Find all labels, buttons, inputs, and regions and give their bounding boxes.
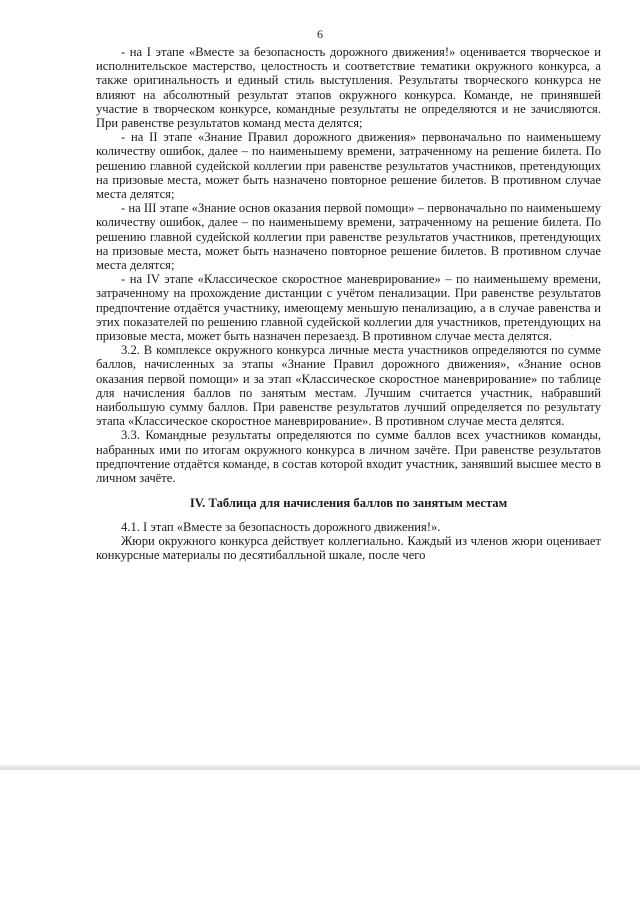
paragraph-3-3: 3.3. Командные результаты определяются по сумме баллов всех участников команды, набранных ими по итогам окружного конкурса в личном зачёте. При равенстве результатов предпочтение отдаётся команде, в состав которой входит участник, занявший высшее место в личном зачёте. bbox=[96, 428, 601, 486]
paragraph-jury: Жюри окружного конкурса действует коллегиально. Каждый из членов жюри оценивает конкурсные материалы по десятибалльной шкале, после чего bbox=[96, 533, 601, 562]
paragraph-stage-3: - на III этапе «Знание основ оказания первой помощи» – первоначально по наименьшему количеству ошибок, далее – по наименьшему времени, затраченному на решение билета. По решению главной судейской коллегии при равенстве результатов участников, претендующих на призовые места, может быть назначено повторное решение билетов. В противном случае места делятся; bbox=[96, 201, 601, 273]
paragraph-stage-4: - на IV этапе «Классическое скоростное маневрирование» – по наименьшему времени, затраченному на прохождение дистанции с учётом пенализации. При равенстве результатов предпочтение отдаётся участнику, имеющему меньшую пенализацию, а в случае равенства и этих показателей по решению главной судейской коллегии для участников, претендующих на призовые места, может быть назначен перезаезд. В противном случае места делятся. bbox=[96, 272, 601, 344]
page-number: 6 bbox=[317, 27, 323, 41]
section-heading: IV. Таблица для начисления баллов по занятым местам bbox=[189, 496, 508, 511]
paragraph-3-2: 3.2. В комплексе окружного конкурса личные места участников определяются по сумме баллов, начисленных за этапы «Знание Правил дорожного движения», «Знание основ оказания первой помощи» и за этап «Классическое скоростное маневрирование» по таблице для начисления баллов по занятым местам. Лучшим считается участник, набравший наибольшую сумму баллов. При равенстве результатов лучший определяется по результату этапа «Классическое скоростное маневрирование». В противном случае места делятся. bbox=[96, 343, 601, 429]
paragraph-stage-2: - на II этапе «Знание Правил дорожного движения» первоначально по наименьшему количеству ошибок, далее – по наименьшему времени, затраченному на решение билета. По решению главной судейской коллегии при равенстве результатов участников, претендующих на призовые места, может быть назначено повторное решение билетов. В противном случае места делятся; bbox=[96, 130, 601, 202]
document-body bbox=[96, 45, 601, 562]
paragraph-4-1: 4.1. I этап «Вместе за безопасность дорожного движения!». bbox=[121, 519, 441, 534]
page-edge-shadow bbox=[0, 763, 640, 770]
paragraph-stage-1: - на I этапе «Вместе за безопасность дорожного движения!» оценивается творческое и исполнительское мастерство, целостность и соответствие тематики окружного конкурса, а также оригинальность и единый стиль выступления. Результаты творческого конкурса не влияют на абсолютный результат этапов окружного конкурса. Команде, не принявшей участие в творческом конкурсе, командные результаты не определяются и не зачисляются. При равенстве результатов команд места делятся; bbox=[96, 45, 601, 131]
